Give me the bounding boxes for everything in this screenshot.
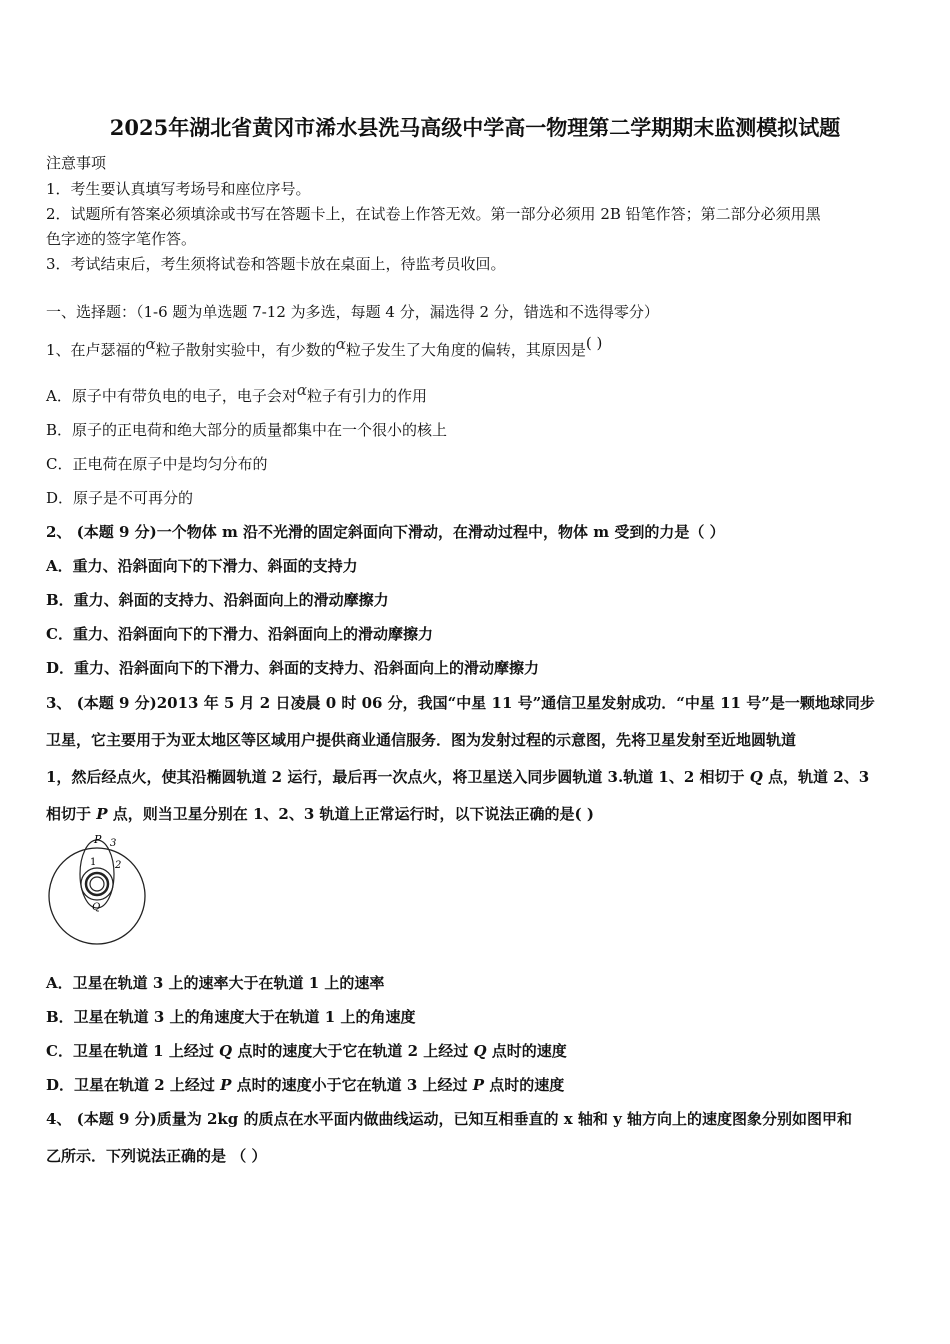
alpha-symbol: α bbox=[145, 335, 156, 353]
question-2-option-c: C．重力、沿斜面向下的下滑力、沿斜面向上的滑动摩擦力 bbox=[46, 625, 433, 643]
notice-heading: 注意事项 bbox=[46, 154, 107, 172]
orbit-diagram bbox=[44, 832, 154, 947]
alpha-symbol: α bbox=[335, 335, 346, 353]
question-1-option-b: B．原子的正电荷和绝大部分的质量都集中在一个很小的核上 bbox=[46, 421, 448, 439]
question-1-stem: 1、在卢瑟福的α粒子散射实验中，有少数的α粒子发生了大角度的偏转，其原因是( ) bbox=[46, 334, 603, 359]
question-2-option-a: A．重力、沿斜面向下的下滑力、斜面的支持力 bbox=[46, 557, 358, 575]
page-title: 2025年湖北省黄冈市浠水县洗马高级中学高一物理第二学期期末监测模拟试题 bbox=[109, 115, 841, 140]
question-1-option-d: D．原子是不可再分的 bbox=[46, 489, 194, 507]
question-1-option-c: C．正电荷在原子中是均匀分布的 bbox=[46, 455, 268, 473]
question-3-option-d: D．卫星在轨道 2 上经过 P 点时的速度小于它在轨道 3 上经过 P 点时的速度 bbox=[46, 1076, 565, 1094]
question-4-line-2: 乙所示．下列说法正确的是 （ ） bbox=[46, 1147, 267, 1165]
question-2-option-b: B．重力、斜面的支持力、沿斜面向上的滑动摩擦力 bbox=[46, 591, 389, 609]
label-p: P bbox=[94, 833, 102, 846]
question-3-option-a: A．卫星在轨道 3 上的速率大于在轨道 1 上的速率 bbox=[46, 974, 385, 992]
question-1-option-a: A．原子中有带负电的电子，电子会对α粒子有引力的作用 bbox=[46, 381, 427, 405]
label-2: 2 bbox=[115, 860, 122, 871]
question-3-line-2: 卫星，它主要用于为亚太地区等区域用户提供商业通信服务．图为发射过程的示意图，先将卫星发射至近地圆轨道 bbox=[46, 731, 797, 749]
question-3-line-1: 3、 (本题 9 分)2013 年 5 月 2 日凌晨 0 时 06 分，我国“中星 11 号”通信卫星发射成功．“中星 11 号”是一颗地球同步 bbox=[46, 694, 875, 712]
label-q: Q bbox=[92, 902, 101, 913]
answer-paren: ( ) bbox=[585, 334, 603, 352]
notice-item-3: 3．考试结束后，考生须将试卷和答题卡放在桌面上，待监考员收回。 bbox=[46, 255, 506, 273]
notice-item-2-cont: 色字迹的签字笔作答。 bbox=[46, 230, 197, 248]
question-3-option-b: B．卫星在轨道 3 上的角速度大于在轨道 1 上的角速度 bbox=[46, 1008, 416, 1026]
question-3-line-3: 1，然后经点火，使其沿椭圆轨道 2 运行，最后再一次点火，将卫星送入同步圆轨道 3.轨道 1、2 相切于 Q 点，轨道 2、3 bbox=[46, 768, 870, 786]
notice-item-2: 2．试题所有答案必须填涂或书写在答题卡上，在试卷上作答无效。第一部分必须用 2B 铅笔作答；第二部分必须用黑 bbox=[46, 205, 821, 223]
section-heading: 一、选择题：（1-6 题为单选题 7-12 为多选，每题 4 分，漏选得 2 分，错选和不选得零分） bbox=[46, 303, 659, 321]
earth-inner bbox=[90, 877, 104, 891]
label-3: 3 bbox=[110, 838, 117, 849]
question-3-option-c: C．卫星在轨道 1 上经过 Q 点时的速度大于它在轨道 2 上经过 Q 点时的速度 bbox=[46, 1042, 567, 1060]
question-4-line-1: 4、 (本题 9 分)质量为 2kg 的质点在水平面内做曲线运动，已知互相垂直的 x 轴和 y 轴方向上的速度图象分别如图甲和 bbox=[46, 1110, 853, 1128]
question-2-stem: 2、 (本题 9 分)一个物体 m 沿不光滑的固定斜面向下滑动，在滑动过程中，物体 m 受到的力是（ ） bbox=[46, 523, 725, 541]
notice-item-1: 1．考生要认真填写考场号和座位序号。 bbox=[46, 180, 311, 198]
label-1: 1 bbox=[90, 857, 97, 868]
earth-outer bbox=[86, 873, 108, 895]
question-3-line-4: 相切于 P 点，则当卫星分别在 1、2、3 轨道上正常运行时，以下说法正确的是( ) bbox=[46, 805, 594, 823]
question-2-option-d: D．重力、沿斜面向下的下滑力、斜面的支持力、沿斜面向上的滑动摩擦力 bbox=[46, 659, 540, 677]
alpha-symbol: α bbox=[296, 381, 307, 399]
